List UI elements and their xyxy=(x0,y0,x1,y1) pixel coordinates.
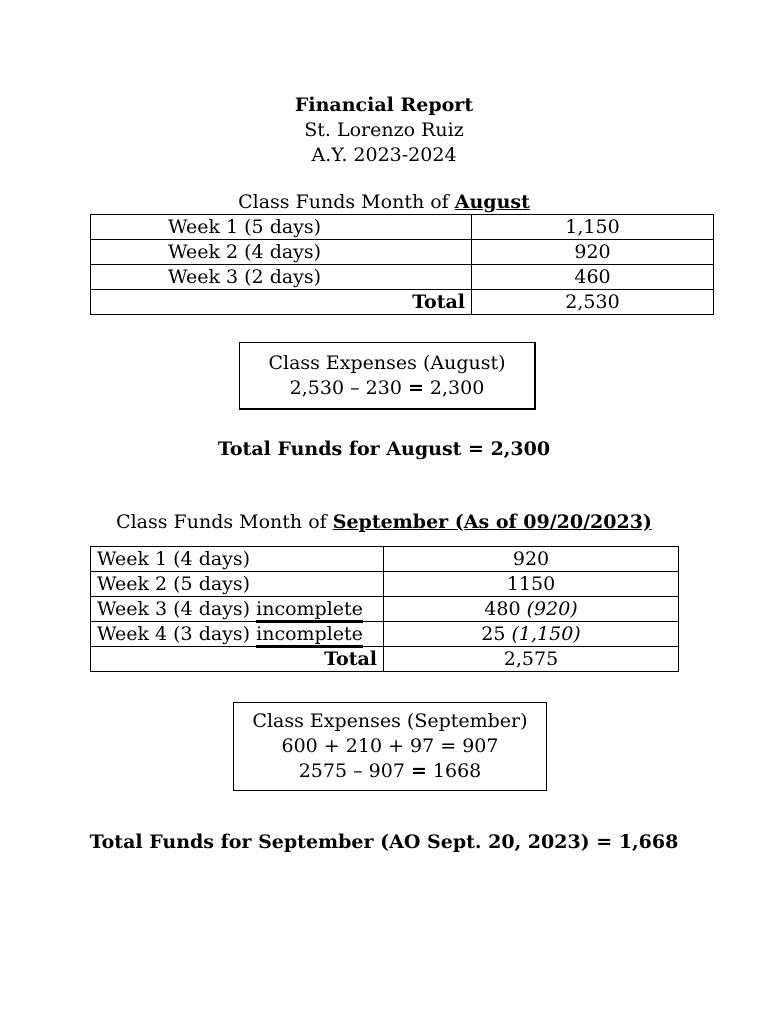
value-text: 480 xyxy=(484,598,527,620)
incomplete-note: incomplete xyxy=(256,598,363,623)
week-label-text: Week 2 (5 days) xyxy=(97,573,251,595)
total-row xyxy=(91,647,679,672)
table-row xyxy=(91,572,679,597)
calc-equals: = xyxy=(410,760,427,782)
table-row xyxy=(91,265,714,290)
september-expenses-box xyxy=(233,702,547,791)
table-row xyxy=(91,215,714,240)
expenses-title: Class Expenses (September) xyxy=(252,710,528,732)
august-total-summary: Total Funds for August = 2,300 xyxy=(217,438,551,460)
week-label-text: Week 3 (4 days) xyxy=(97,598,257,620)
value-text: 25 xyxy=(481,623,512,645)
calc-part: 2,530 – 230 xyxy=(289,377,408,399)
week-label: Week 2 (4 days) xyxy=(91,240,472,265)
academic-year: A.Y. 2023-2024 xyxy=(311,144,457,166)
section-name: St. Lorenzo Ruiz xyxy=(304,119,464,141)
week-label xyxy=(91,597,384,622)
total-row xyxy=(91,290,714,315)
week-label-text: Week 4 (3 days) xyxy=(97,623,257,645)
week-label xyxy=(91,547,384,572)
calc-part: 2575 – 907 xyxy=(298,760,411,782)
september-heading-month: September (As of 09/20/2023) xyxy=(332,511,652,533)
week-label xyxy=(91,622,384,647)
table-row xyxy=(91,597,679,622)
week-value: 920 xyxy=(472,240,714,265)
week-value xyxy=(384,622,679,647)
expenses-calculation xyxy=(240,376,534,401)
august-heading xyxy=(0,190,768,215)
total-value: 2,530 xyxy=(472,290,714,315)
week-value: 920 xyxy=(384,547,679,572)
expenses-calculation xyxy=(234,759,546,784)
calc-part: 1668 xyxy=(426,760,482,782)
calc-equals: = xyxy=(407,377,424,399)
week-label xyxy=(91,572,384,597)
august-heading-month: August xyxy=(454,191,530,213)
table-row xyxy=(91,240,714,265)
september-heading-prefix: Class Funds Month of xyxy=(116,511,333,533)
august-heading-prefix: Class Funds Month of xyxy=(238,191,455,213)
table-row xyxy=(91,547,679,572)
expenses-title: Class Expenses (August) xyxy=(268,352,506,374)
week-value xyxy=(384,597,679,622)
week-value: 1150 xyxy=(384,572,679,597)
august-funds-table xyxy=(90,214,714,315)
total-label: Total xyxy=(91,647,384,672)
total-value: 2,575 xyxy=(384,647,679,672)
report-title: Financial Report xyxy=(294,94,474,116)
expected-value: (920) xyxy=(526,598,578,620)
incomplete-note: incomplete xyxy=(256,623,363,648)
total-label: Total xyxy=(91,290,472,315)
calc-part: 2,300 xyxy=(423,377,485,399)
september-funds-table xyxy=(90,546,679,672)
august-expenses-box xyxy=(239,342,536,410)
week-label-text: Week 1 (4 days) xyxy=(97,548,251,570)
week-value: 1,150 xyxy=(472,215,714,240)
week-value: 460 xyxy=(472,265,714,290)
week-label: Week 3 (2 days) xyxy=(91,265,472,290)
table-row xyxy=(91,622,679,647)
september-heading xyxy=(0,510,768,535)
expected-value: (1,150) xyxy=(511,623,581,645)
week-label: Week 1 (5 days) xyxy=(91,215,472,240)
expenses-calculation: 600 + 210 + 97 = 907 xyxy=(281,735,499,757)
september-total-summary: Total Funds for September (AO Sept. 20, 2023) = 1,668 xyxy=(89,831,679,853)
